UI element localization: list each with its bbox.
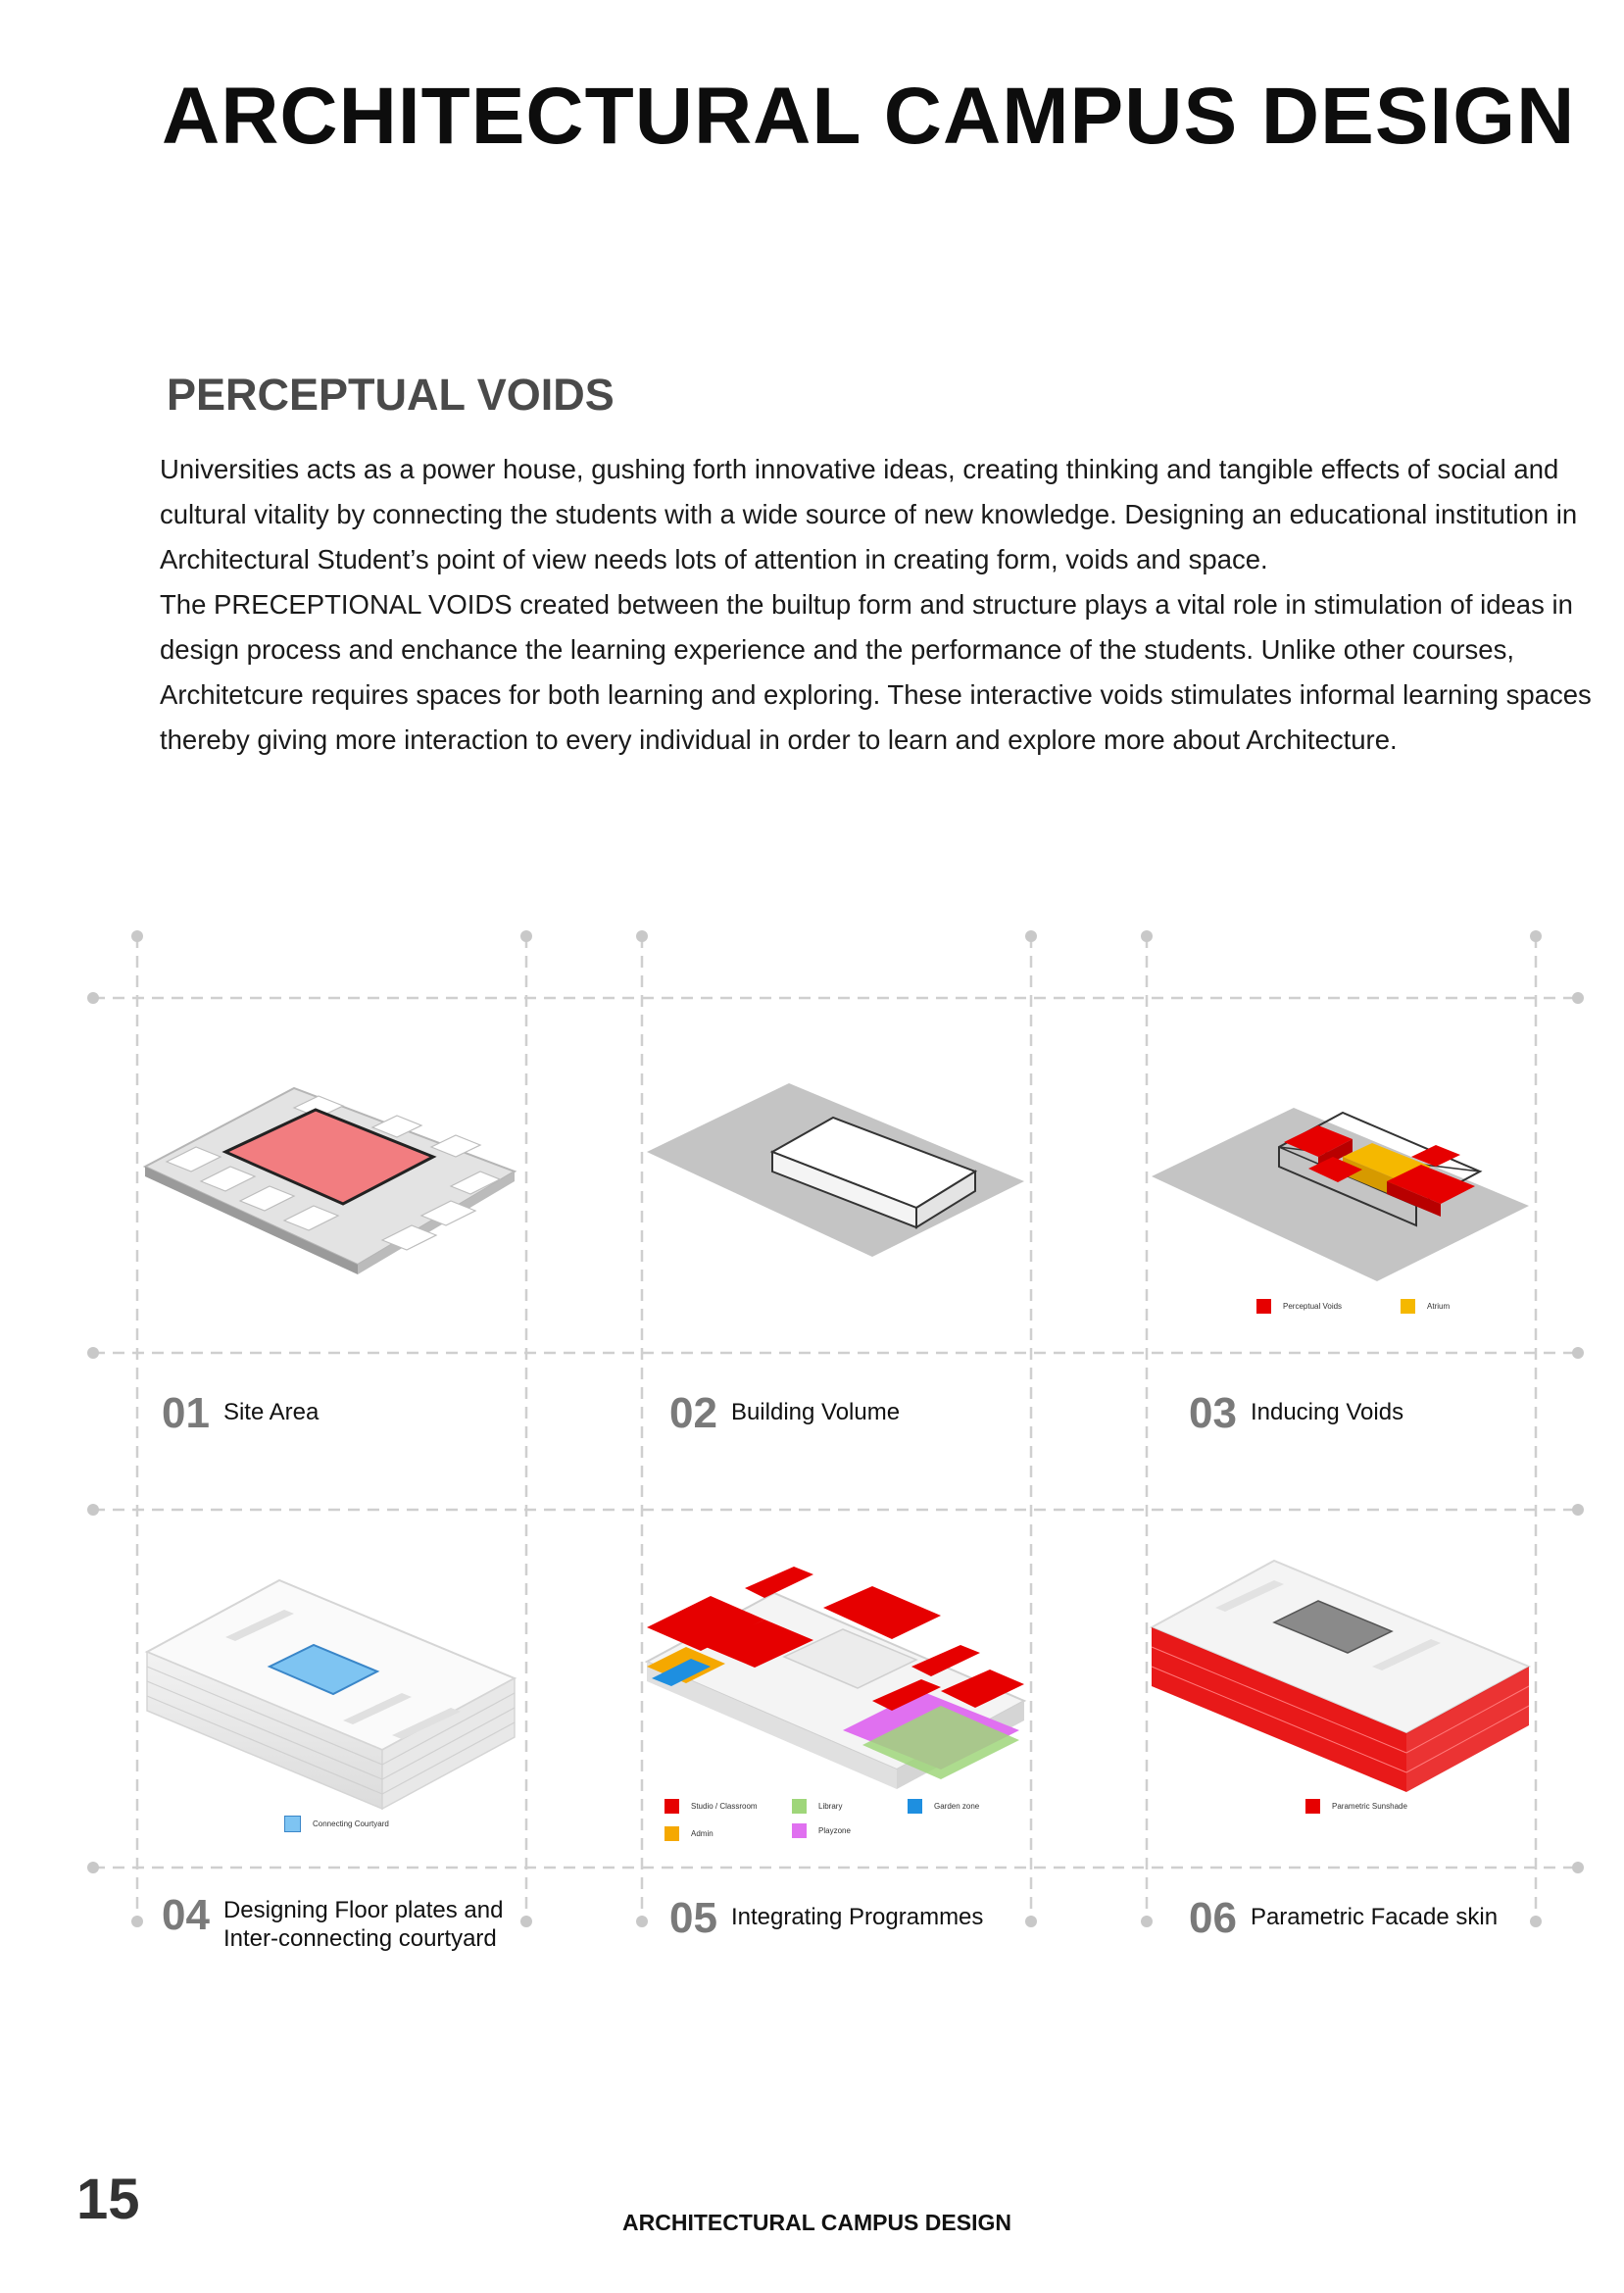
legend-swatch <box>792 1799 807 1814</box>
step-number: 04 <box>162 1891 210 1939</box>
step-06 <box>1189 1894 1499 1942</box>
section-title: PERCEPTUAL VOIDS <box>167 370 615 420</box>
step-number: 06 <box>1189 1894 1237 1942</box>
inducing-voids-illustration <box>1152 1108 1529 1281</box>
footer-title: ARCHITECTURAL CAMPUS DESIGN <box>622 2210 1011 2235</box>
legend-label: Connecting Courtyard <box>313 1819 389 1828</box>
legend-swatch <box>908 1799 922 1814</box>
legend-label: Garden zone <box>934 1802 980 1811</box>
legend-courtyard <box>284 1816 389 1832</box>
legend-swatch <box>664 1826 679 1841</box>
page-title: ARCHITECTURAL CAMPUS DESIGN <box>162 72 1576 161</box>
legend-item <box>792 1799 842 1814</box>
legend-swatch <box>664 1799 679 1814</box>
legend-item <box>908 1799 979 1814</box>
paragraph-2: The PRECEPTIONAL VOIDS created between the builtup form and structure plays a vital role in stimulation of ideas in design process and enchance the learning experience and the performance of the students. Unlike other courses, Architetcure requires spaces for both learning and exploring. These interactive voids stimulates informal learning spaces thereby giving more interaction to every individual in order to learn and explore more about Architecture. <box>160 589 1592 755</box>
step-title: Site Area <box>222 1399 320 1425</box>
legend-label: Parametric Sunshade <box>1332 1802 1407 1811</box>
step-number: 02 <box>669 1389 717 1437</box>
legend-label: Playzone <box>818 1826 851 1835</box>
legend-label: Library <box>818 1802 843 1811</box>
step-title: Integrating Programmes <box>730 1904 984 1930</box>
legend-swatch <box>1401 1299 1415 1314</box>
step-04 <box>162 1891 517 1953</box>
step-number: 03 <box>1189 1389 1237 1437</box>
legend-item <box>792 1823 851 1838</box>
legend-item <box>664 1826 714 1841</box>
step-number: 01 <box>162 1389 210 1437</box>
legend-label: Studio / Classroom <box>691 1802 758 1811</box>
step-title: Parametric Facade skin <box>1250 1904 1499 1930</box>
legend-label: Perceptual Voids <box>1283 1302 1343 1311</box>
legend-facade <box>1305 1799 1407 1814</box>
legend-swatch <box>1305 1799 1320 1814</box>
legend-item <box>664 1799 758 1814</box>
step-title: Inducing Voids <box>1250 1399 1404 1425</box>
paragraph-1: Universities acts as a power house, gushing forth innovative ideas, creating thinking and tangible effects of social and cultural vitality by connecting the students with a wide source of new knowledge. Designing an educational institution in Architectural Student’s point of view needs lots of attention in creating form, voids and space. <box>160 454 1578 574</box>
legend-label: Atrium <box>1427 1302 1451 1311</box>
page-number: 15 <box>76 2168 140 2231</box>
programmes-illustration <box>647 1567 1024 1789</box>
step-title: Designing Floor plates and Inter-connecting courtyard <box>222 1897 504 1952</box>
legend-swatch <box>1256 1299 1271 1314</box>
facade-illustration <box>1152 1561 1529 1792</box>
legend-voids <box>1256 1299 1450 1314</box>
step-title: Building Volume <box>730 1399 901 1425</box>
step-02 <box>669 1389 901 1437</box>
site-area-illustration <box>145 1088 515 1274</box>
floor-plates-illustration <box>147 1580 515 1809</box>
step-number: 05 <box>669 1894 717 1942</box>
building-volume-illustration <box>647 1083 1024 1257</box>
step-05 <box>669 1894 984 1942</box>
legend-swatch <box>284 1816 301 1832</box>
step-03 <box>1189 1389 1404 1437</box>
legend-swatch <box>792 1823 807 1838</box>
legend-label: Admin <box>691 1829 714 1838</box>
step-01 <box>162 1389 320 1437</box>
